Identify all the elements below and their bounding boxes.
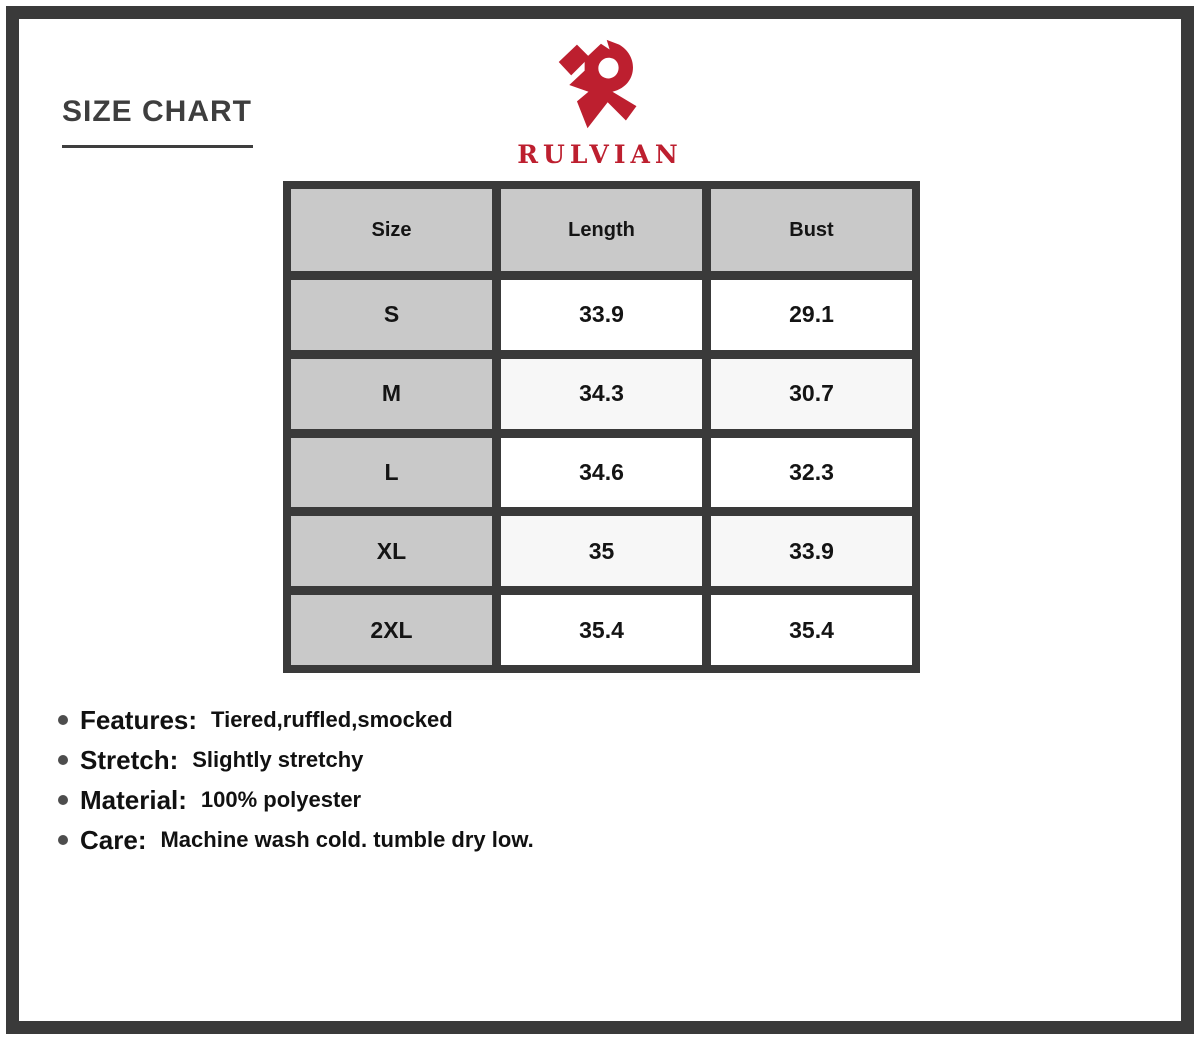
value-cell: 29.1 [711, 280, 912, 350]
bullet-icon [58, 835, 68, 845]
size-cell: 2XL [291, 595, 492, 665]
value-cell: 34.3 [501, 359, 702, 429]
column-header-length: Length [501, 189, 702, 271]
column-header-size: Size [291, 189, 492, 271]
value-cell: 30.7 [711, 359, 912, 429]
value-cell: 35.4 [711, 595, 912, 665]
column-header-bust: Bust [711, 189, 912, 271]
bullet-icon [58, 715, 68, 725]
size-chart-table [283, 181, 920, 673]
value-cell: 33.9 [501, 280, 702, 350]
title-block [62, 93, 253, 148]
brand-name: RULVIAN [517, 140, 683, 169]
detail-value: Tiered,ruffled,smocked [211, 707, 453, 732]
detail-label: Stretch: [80, 744, 179, 775]
brand-header [450, 32, 750, 169]
size-cell: S [291, 280, 492, 350]
bullet-icon [58, 795, 68, 805]
detail-value: Slightly stretchy [192, 747, 364, 772]
detail-item-material [58, 780, 534, 820]
size-cell: L [291, 438, 492, 508]
detail-value: Machine wash cold. tumble dry low. [160, 827, 534, 852]
detail-value: 100% polyester [200, 787, 362, 812]
detail-label: Material: [80, 784, 187, 815]
detail-label: Care: [80, 824, 147, 855]
value-cell: 35.4 [501, 595, 702, 665]
detail-label: Features: [80, 704, 198, 735]
stylized-r-icon [552, 32, 648, 138]
value-cell: 34.6 [501, 438, 702, 508]
bullet-icon [58, 755, 68, 765]
detail-item-care [58, 820, 534, 860]
page-title: SIZE CHART [62, 95, 252, 128]
value-cell: 35 [501, 516, 702, 586]
detail-item-features [58, 700, 534, 740]
title-underline [62, 145, 253, 148]
product-details-list [58, 700, 534, 860]
value-cell: 33.9 [711, 516, 912, 586]
detail-item-stretch [58, 740, 534, 780]
size-cell: XL [291, 516, 492, 586]
size-cell: M [291, 359, 492, 429]
value-cell: 32.3 [711, 438, 912, 508]
